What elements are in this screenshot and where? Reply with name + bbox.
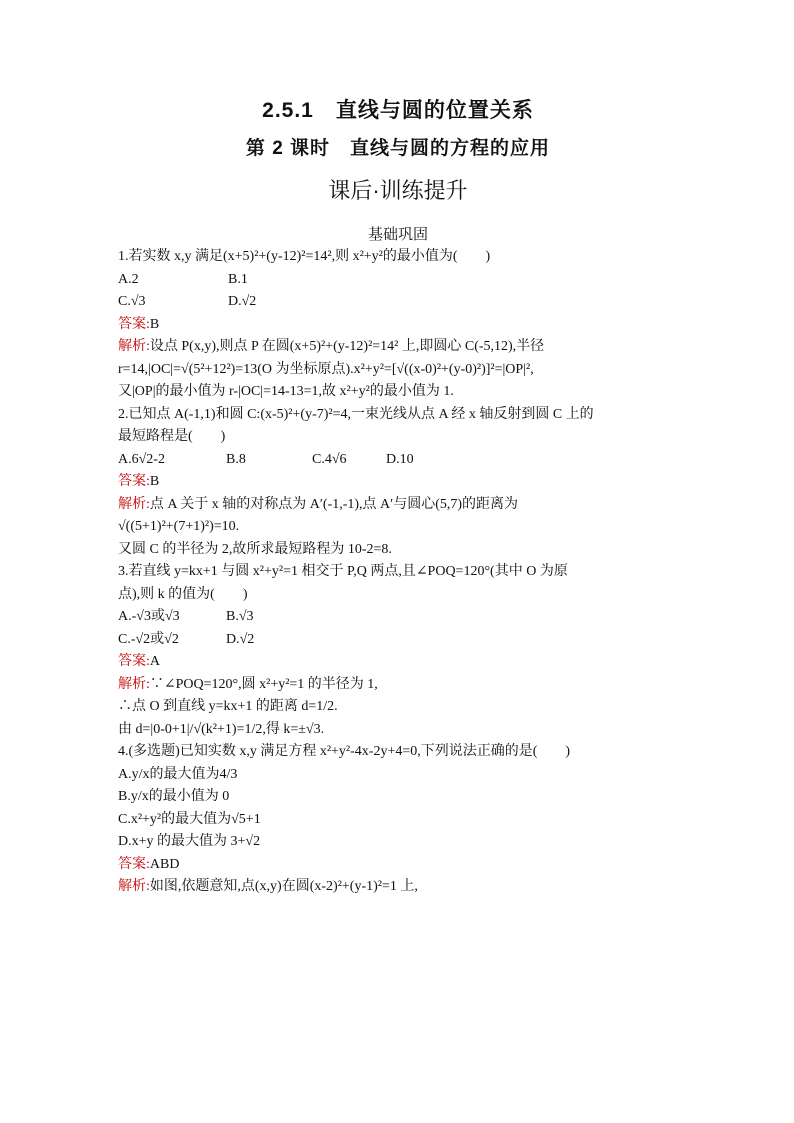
question-stem: 最短路程是( ) xyxy=(118,429,226,444)
analysis-label: 解析: xyxy=(118,496,150,512)
answer-line xyxy=(118,471,678,494)
analysis-text: 又圆 C 的半径为 2,故所求最短路程为 10-2=8. xyxy=(118,541,392,557)
question-stem: 4.(多选题)已知实数 x,y 满足方程 x²+y²-4x-2y+4=0,下列说法正确的是( ) xyxy=(118,744,571,759)
analysis-line xyxy=(118,494,678,517)
analysis-text: r=14,|OC|=√(5²+12²)=13(O 为坐标原点).x²+y²=[√((x-0)²+(y-0)²)]²=|OP|², xyxy=(118,361,534,377)
answer-line xyxy=(118,651,678,674)
answer-value: B xyxy=(149,316,160,332)
answer-label: 答案: xyxy=(118,474,150,489)
answer-line xyxy=(118,314,678,337)
analysis-text: ∵∠POQ=120°,圆 x²+y²=1 的半径为 1, xyxy=(149,676,378,692)
option-b: B.√3 xyxy=(226,609,254,624)
analysis-label: 解析: xyxy=(118,339,150,354)
analysis-line xyxy=(118,876,678,899)
option-c: C.√3 xyxy=(118,294,146,309)
answer-label: 答案: xyxy=(118,856,150,872)
question-3 xyxy=(118,561,678,741)
worksheet-page xyxy=(118,96,678,899)
question-stem: 点),则 k 的值为( ) xyxy=(118,586,248,602)
question-stem: 3.若直线 y=kx+1 与圆 x²+y²=1 相交于 P,Q 两点,且∠POQ=120°(其中 O 为原 xyxy=(118,564,568,579)
option-row xyxy=(118,606,678,629)
option-a: A.y/x的最大值为4/3 xyxy=(118,766,238,782)
option-a: A.-√3或√3 xyxy=(118,609,180,624)
section-heading: 基础巩固 xyxy=(367,226,428,243)
answer-value: B xyxy=(149,474,160,489)
analysis-label: 解析: xyxy=(118,879,150,894)
question-1 xyxy=(118,246,678,404)
option-d: D.√2 xyxy=(226,631,255,647)
question-4 xyxy=(118,741,678,899)
analysis-text: 如图,依题意知,点(x,y)在圆(x-2)²+(y-1)²=1 上, xyxy=(149,879,418,894)
option-d: D.10 xyxy=(386,451,414,467)
lesson-subtitle: 第 2 课时 直线与圆的方程的应用 xyxy=(245,138,551,159)
question-stem: 1.若实数 x,y 满足(x+5)²+(y-12)²=14²,则 x²+y²的最小值为( ) xyxy=(118,249,491,264)
analysis-line xyxy=(118,674,678,697)
answer-line xyxy=(118,854,678,877)
option-d: D.√2 xyxy=(228,294,257,309)
option-c: C.x²+y²的最大值为√5+1 xyxy=(118,811,261,827)
exercise-heading: 课后·训练提升 xyxy=(328,178,468,203)
option-d: D.x+y 的最大值为 3+√2 xyxy=(118,834,261,849)
answer-value: ABD xyxy=(149,856,180,872)
option-b: B.8 xyxy=(226,451,246,467)
question-2 xyxy=(118,404,678,562)
answer-value: A xyxy=(149,654,161,669)
option-a: A.2 xyxy=(118,271,139,287)
analysis-label: 解析: xyxy=(118,676,150,692)
analysis-text: ∴点 O 到直线 y=kx+1 的距离 d=1/2. xyxy=(118,699,338,714)
option-row xyxy=(118,291,678,314)
lesson-title: 2.5.1 直线与圆的位置关系 xyxy=(262,99,534,122)
answer-label: 答案: xyxy=(118,316,150,332)
analysis-text: 设点 P(x,y),则点 P 在圆(x+5)²+(y-12)²=14² 上,即圆心 C(-5,12),半径 xyxy=(149,339,545,354)
option-b: B.1 xyxy=(228,271,248,287)
analysis-text: 又|OP|的最小值为 r-|OC|=14-13=1,故 x²+y²的最小值为 1. xyxy=(118,384,454,399)
analysis-line xyxy=(118,336,678,359)
option-c: C.4√6 xyxy=(312,451,347,467)
question-stem: 2.已知点 A(-1,1)和圆 C:(x-5)²+(y-7)²=4,一束光线从点 A 经 x 轴反射到圆 C 上的 xyxy=(118,406,594,422)
analysis-text: 由 d=|0-0+1|/√(k²+1)=1/2,得 k=±√3. xyxy=(118,721,325,737)
option-row xyxy=(118,449,678,472)
option-c: C.-√2或√2 xyxy=(118,631,179,647)
option-b: B.y/x的最小值为 0 xyxy=(118,789,230,804)
option-a: A.6√2-2 xyxy=(118,451,165,467)
analysis-text: 点 A 关于 x 轴的对称点为 A′(-1,-1),点 A′与圆心(5,7)的距离为 xyxy=(149,496,519,512)
analysis-text: √((5+1)²+(7+1)²)=10. xyxy=(118,519,240,534)
option-row xyxy=(118,629,678,652)
answer-label: 答案: xyxy=(118,654,150,669)
option-row xyxy=(118,269,678,292)
